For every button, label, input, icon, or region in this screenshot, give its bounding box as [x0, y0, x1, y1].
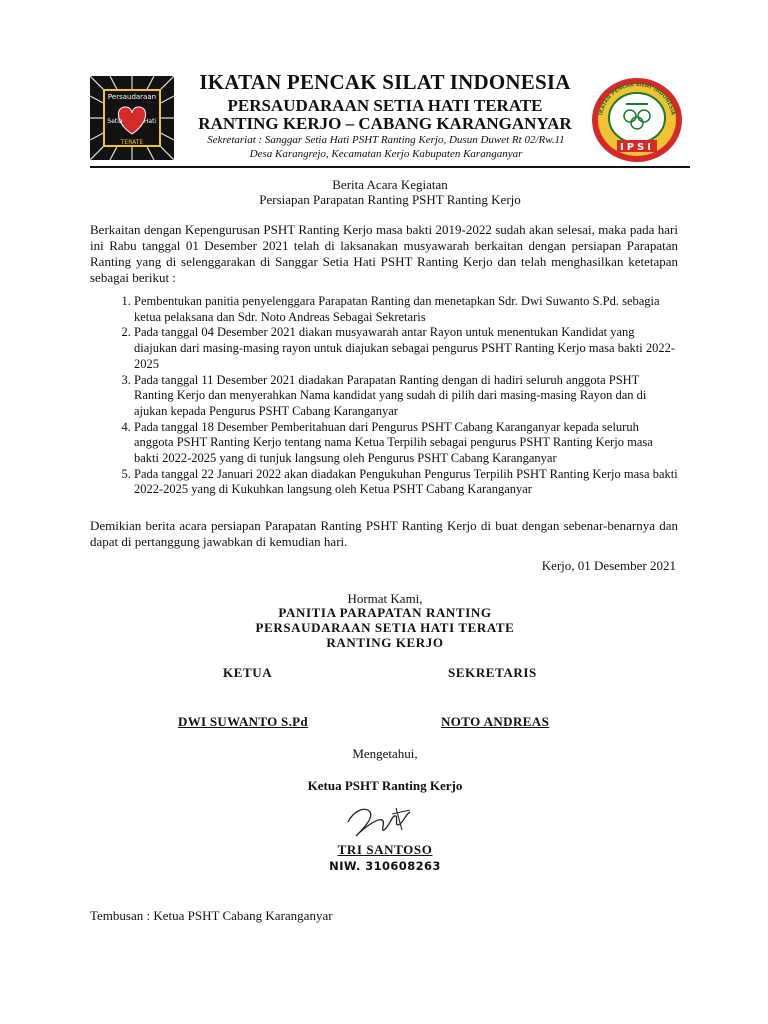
ketua-name: DWI SUWANTO S.Pd — [178, 714, 308, 729]
left-logo-text-bottom: TERATE — [120, 139, 144, 146]
list-item: 1. Pembentukan panitia penyelenggara Parapatan Ranting dan menetapkan Sdr. Dwi Suwanto S.Pd. sebagia ketua pelaksana dan Sdr. Noto Andreas Sebagai Sekretaris — [134, 294, 680, 325]
decision-list — [90, 294, 680, 498]
leader-id: NIW. 310608263 — [329, 859, 441, 873]
sub-org-name: PERSAUDARAAN SETIA HATI TERATE — [227, 96, 543, 115]
psht-emblem-icon — [90, 76, 174, 160]
place-date: Kerjo, 01 Desember 2021 — [541, 558, 676, 573]
greeting: Hormat Kami, — [347, 591, 423, 606]
acknowledged-label: Mengetahui, — [352, 746, 418, 761]
handwritten-signature — [340, 800, 420, 846]
sekretaris-label: SEKRETARIS — [448, 665, 537, 680]
committee-line-2: PERSAUDARAAN SETIA HATI TERATE — [255, 620, 515, 635]
document-subtitle: Persiapan Parapatan Ranting PSHT Ranting Kerjo — [259, 192, 521, 207]
address-line-1: Sekretariat : Sanggar Setia Hati PSHT Ranting Kerjo, Dusun Duwet Rt 02/Rw.11 — [207, 134, 565, 146]
list-item: 4. Pada tanggal 18 Desember Pemberitahuan dari Pengurus PSHT Cabang Karanganyar kepada seluruh anggota PSHT Ranting Kerjo tentang nama Ketua Terpilih sebagai pengurus PSHT Ranting Kerjo masa bakti 2022-2025 yang di tunjuk langsung oleh Pengurus PSHT Cabang Karanganyar — [134, 420, 680, 467]
branch-name: RANTING KERJO – CABANG KARANGANYAR — [198, 114, 572, 133]
closing-paragraph: Demikian berita acara persiapan Parapatan Ranting PSHT Ranting Kerjo di buat dengan sebenar-benarnya dan dapat di pertanggung jawabkan di kemudian hari. — [90, 518, 678, 549]
list-item: 3. Pada tanggal 11 Desember 2021 diadakan Parapatan Ranting dengan di hadiri seluruh anggota PSHT Ranting Kerjo dan menyerahkan Nama kandidat yang sudah di pilih dari masing-masing Rayon dan di ajukan kepada Pengurus PSHT Cabang Karanganyar — [134, 373, 680, 420]
ipsi-emblem-icon — [590, 76, 684, 164]
right-logo-band-text: IPSI — [620, 142, 654, 153]
right-logo-arc-text: IKATAN PENCAK SILAT INDONESIA — [598, 81, 676, 116]
leader-title: Ketua PSHT Ranting Kerjo — [307, 778, 463, 793]
sekretaris-name: NOTO ANDREAS — [441, 714, 550, 729]
committee-line-3: RANTING KERJO — [326, 635, 444, 650]
list-item: 2. Pada tanggal 04 Desember 2021 diakan musyawarah antar Rayon untuk menentukan Kandidat yang diajukan dari masing-masing rayon untuk diajukan sebagai pengurus PSHT Ranting Kerjo masa bakti 2022-2025 — [134, 325, 680, 372]
left-logo-text-left: Setia — [107, 118, 123, 125]
intro-paragraph: Berkaitan dengan Kepengurusan PSHT Ranting Kerjo masa bakti 2019-2022 sudah akan selesai, maka pada hari ini Rabu tanggal 01 Desember 2021 telah di laksanakan musyawarah berkaitan dengan persiapan Parapatan Ranting yang di selenggarakan di Sanggar Setia Hati PSHT Ranting Kerjo dan telah menghasilkan ketetapan sebagai berikut : — [90, 222, 678, 285]
left-logo-text-right: Hati — [143, 118, 157, 125]
ketua-label: KETUA — [223, 665, 273, 680]
document-title: Berita Acara Kegiatan — [332, 177, 448, 192]
carbon-copy: Tembusan : Ketua PSHT Cabang Karanganyar — [90, 908, 333, 923]
leader-name: TRI SANTOSO — [337, 842, 433, 857]
list-item: 5. Pada tanggal 22 Januari 2022 akan diadakan Pengukuhan Pengurus Terpilih PSHT Ranting Kerjo masa bakti 2022-2025 yang di Kukuhkan langsung oleh Ketua PSHT Cabang Karanganyar — [134, 467, 680, 498]
org-name: IKATAN PENCAK SILAT INDONESIA — [199, 70, 571, 94]
committee-line-1: PANITIA PARAPATAN RANTING — [278, 605, 492, 620]
left-logo-text-top: Persaudaraan — [107, 93, 157, 101]
address-line-2: Desa Karangrejo, Kecamatan Kerjo Kabupaten Karanganyar — [249, 148, 523, 160]
header-divider — [90, 166, 690, 168]
